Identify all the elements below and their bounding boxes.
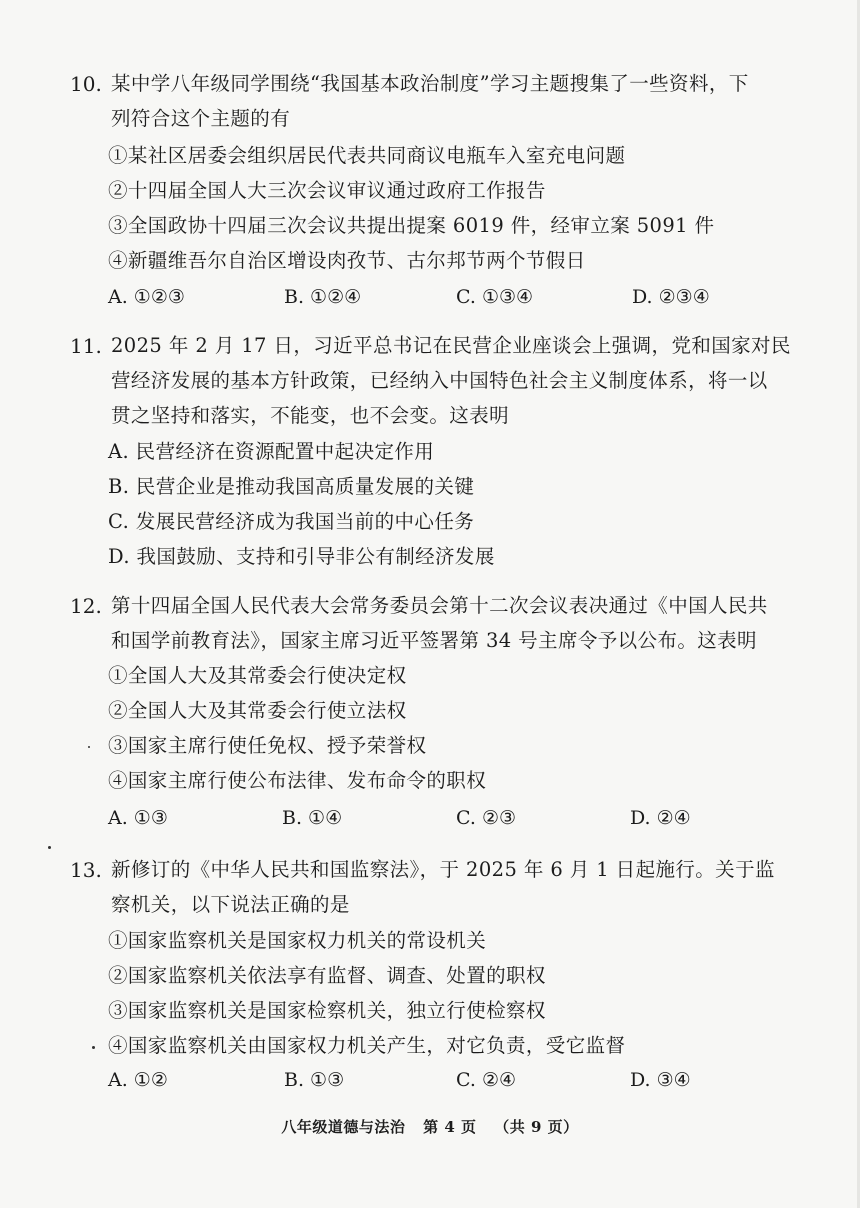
question-stem-line: 察机关，以下说法正确的是 xyxy=(111,893,350,916)
question-stem-line: 2025 年 2 月 17 日，习近平总书记在民营企业座谈会上强调，党和国家对民 xyxy=(111,334,791,357)
scan-speck xyxy=(92,1046,95,1049)
footer-total-pages: （共 9 页） xyxy=(494,1118,579,1136)
scan-speck xyxy=(88,746,90,748)
statement: ④国家监察机关由国家权力机关产生，对它负责，受它监督 xyxy=(108,1034,626,1057)
option-a: A. ①②③ xyxy=(108,286,185,308)
option-b: B. ①④ xyxy=(282,807,343,829)
option-c: C. ②④ xyxy=(456,1069,517,1091)
statement: ①某社区居委会组织居民代表共同商议电瓶车入室充电问题 xyxy=(108,144,626,167)
statement: ②十四届全国人大三次会议审议通过政府工作报告 xyxy=(108,179,546,202)
option-a: A. ①② xyxy=(108,1069,168,1091)
question-stem-line: 营经济发展的基本方针政策，已经纳入中国特色社会主义制度体系，将一以 xyxy=(111,369,768,392)
question-stem-line: 和国学前教育法》，国家主席习近平签署第 34 号主席令予以公布。这表明 xyxy=(111,629,757,652)
statement: ③国家主席行使任免权、授予荣誉权 xyxy=(108,734,427,757)
statement: ④国家主席行使公布法律、发布命令的职权 xyxy=(108,769,487,792)
question-number: 11. xyxy=(70,334,102,358)
question-stem-line: 新修订的《中华人民共和国监察法》，于 2025 年 6 月 1 日起施行。关于监 xyxy=(111,858,775,881)
question-stem-line: 第十四届全国人民代表大会常务委员会第十二次会议表决通过《中国人民共 xyxy=(111,594,768,617)
option-a: A. 民营经济在资源配置中起决定作用 xyxy=(108,440,435,463)
statement: ④新疆维吾尔自治区增设肉孜节、古尔邦节两个节假日 xyxy=(108,249,586,272)
question-stem-line: 某中学八年级同学围绕“我国基本政治制度”学习主题搜集了一些资料，下 xyxy=(111,72,749,95)
statement: ②全国人大及其常委会行使立法权 xyxy=(108,699,407,722)
scan-speck xyxy=(48,846,51,849)
question-number: 10. xyxy=(70,72,102,96)
footer-page-number: 第 4 页 xyxy=(423,1118,477,1136)
option-d: D. ③④ xyxy=(630,1069,691,1091)
option-d: D. ②③④ xyxy=(632,286,710,308)
statement: ①全国人大及其常委会行使决定权 xyxy=(108,664,407,687)
statement: ③国家监察机关是国家检察机关，独立行使检察权 xyxy=(108,999,546,1022)
footer-subject: 八年级道德与法治 xyxy=(281,1118,406,1136)
option-b: B. 民营企业是推动我国高质量发展的关键 xyxy=(108,475,475,498)
option-c: C. ①③④ xyxy=(456,286,534,308)
question-stem-line: 列符合这个主题的有 xyxy=(111,107,291,130)
page-footer xyxy=(0,1116,860,1137)
statement: ③全国政协十四届三次会议共提出提案 6019 件，经审立案 5091 件 xyxy=(108,214,715,237)
option-b: B. ①③ xyxy=(284,1069,345,1091)
question-stem-line: 贯之坚持和落实，不能变，也不会变。这表明 xyxy=(111,404,510,427)
option-b: B. ①②④ xyxy=(284,286,362,308)
statement: ①国家监察机关是国家权力机关的常设机关 xyxy=(108,929,487,952)
option-a: A. ①③ xyxy=(108,807,168,829)
statement: ②国家监察机关依法享有监督、调查、处置的职权 xyxy=(108,964,546,987)
option-c: C. 发展民营经济成为我国当前的中心任务 xyxy=(108,510,475,533)
option-d: D. 我国鼓励、支持和引导非公有制经济发展 xyxy=(108,545,495,568)
question-number: 13. xyxy=(70,858,102,882)
question-number: 12. xyxy=(70,594,102,618)
option-c: C. ②③ xyxy=(456,807,517,829)
option-d: D. ②④ xyxy=(630,807,691,829)
